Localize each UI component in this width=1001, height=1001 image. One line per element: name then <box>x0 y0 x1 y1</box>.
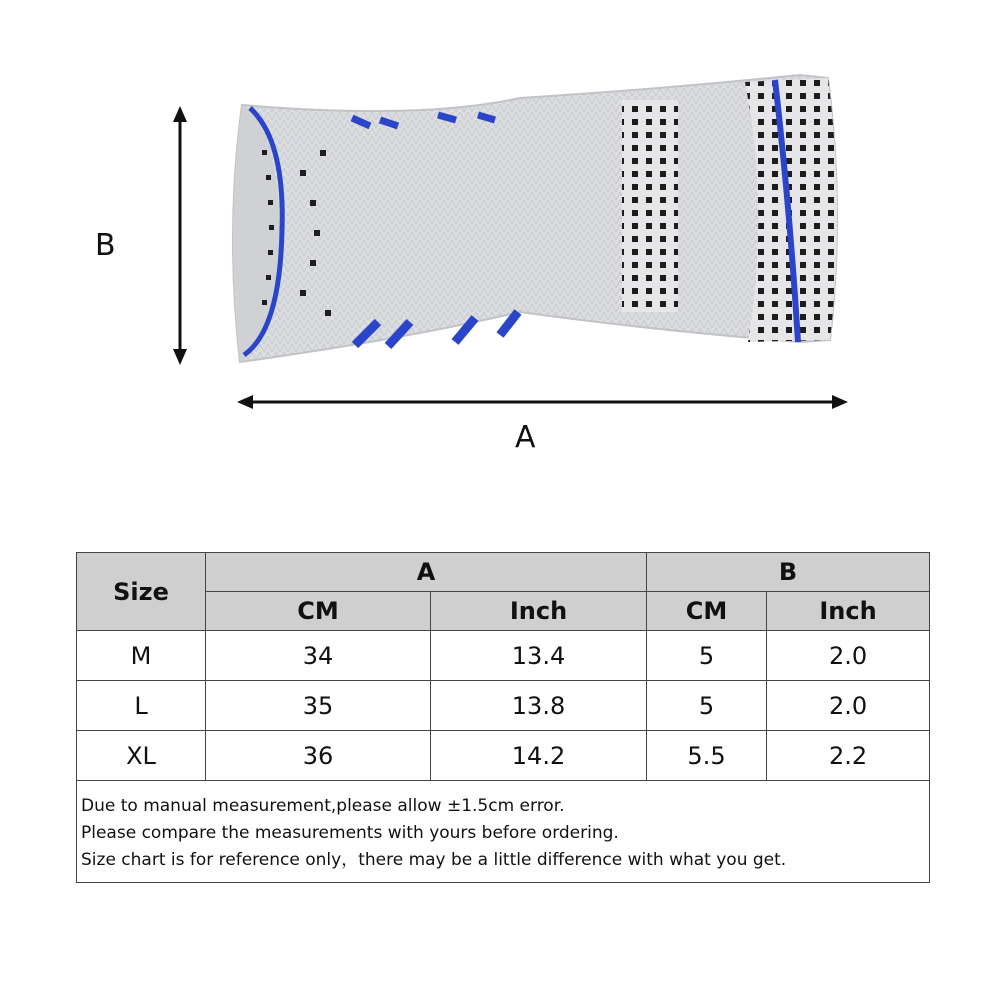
dimension-label-a: A <box>515 420 536 455</box>
a-inch-cell: 13.8 <box>431 681 647 731</box>
table-row <box>77 631 930 681</box>
b-cm-header: CM <box>647 592 767 631</box>
a-inch-cell: 14.2 <box>431 731 647 781</box>
a-cm-cell: 34 <box>206 631 431 681</box>
knee-sleeve-illustration <box>0 0 1001 500</box>
product-diagram <box>0 0 1001 500</box>
a-cm-header: CM <box>206 592 431 631</box>
a-inch-cell: 13.4 <box>431 631 647 681</box>
dimension-arrow-a <box>237 395 848 409</box>
notes-row <box>77 781 930 883</box>
note-line: Due to manual measurement,please allow ±1.5cm error. <box>81 796 565 816</box>
note-line: Please compare the measurements with yours before ordering. <box>81 823 619 843</box>
notes-cell <box>77 781 930 883</box>
b-cm-cell: 5 <box>647 631 767 681</box>
b-cm-cell: 5 <box>647 681 767 731</box>
group-a-header: A <box>206 553 647 592</box>
b-inch-cell: 2.0 <box>767 631 930 681</box>
b-inch-cell: 2.2 <box>767 731 930 781</box>
dimension-arrow-b <box>173 106 187 365</box>
table-row <box>77 681 930 731</box>
center-dot-band <box>622 100 678 312</box>
a-cm-cell: 36 <box>206 731 431 781</box>
size-cell: XL <box>77 731 206 781</box>
note-line: Size chart is for reference only，there may be a little difference with what you get. <box>81 850 787 870</box>
table-header-row <box>77 553 930 592</box>
b-cm-cell: 5.5 <box>647 731 767 781</box>
size-header: Size <box>77 553 206 631</box>
b-inch-cell: 2.0 <box>767 681 930 731</box>
group-b-header: B <box>647 553 930 592</box>
sleeve-body <box>233 75 837 362</box>
table-row <box>77 731 930 781</box>
size-cell: M <box>77 631 206 681</box>
size-chart-table <box>76 552 930 883</box>
a-inch-header: Inch <box>431 592 647 631</box>
a-cm-cell: 35 <box>206 681 431 731</box>
dimension-label-b: B <box>95 228 116 263</box>
size-cell: L <box>77 681 206 731</box>
b-inch-header: Inch <box>767 592 930 631</box>
